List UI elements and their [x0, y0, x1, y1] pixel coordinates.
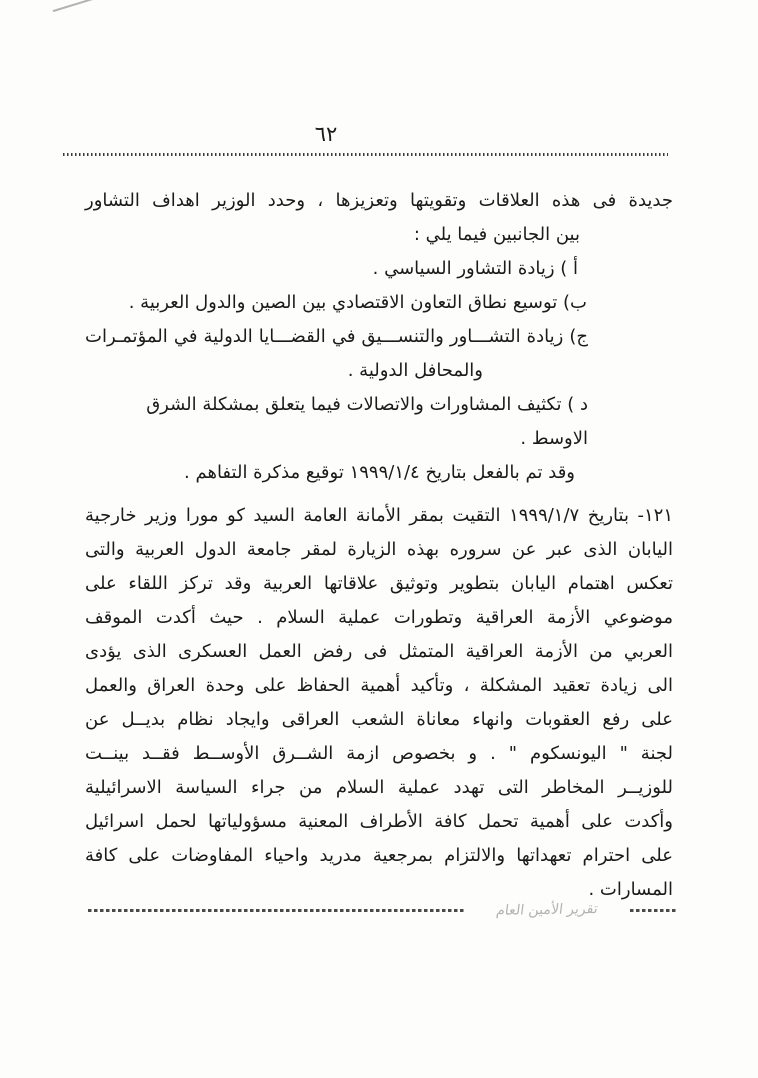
- scan-artifact: [53, 0, 94, 12]
- paragraph-121-line: لجنة " اليونسكوم " . و بخصوص ازمة الشــرق الأوســط فقــد بينــت: [85, 743, 673, 764]
- paragraph-121-line: الى زيادة تعقيد المشكلة ، وتأكيد أهمية الحفاظ على وحدة العراق والعمل: [85, 675, 673, 696]
- page-footer: [88, 901, 682, 919]
- paragraph-121-line: على احترام تعهداتها والالتزام بمرجعية مدريد واحياء المفاوضات على كافة: [85, 845, 673, 866]
- paragraph-121-line: للوزيــر المخاطر التى تهدد عملية السلام من جراء السياسة الاسرائيلية: [85, 777, 673, 798]
- footer-source-label: تقرير الأمين العام: [495, 901, 599, 919]
- document-body: [85, 184, 673, 907]
- text-line: وقد تم بالفعل بتاريخ ١٩٩٩/١/٤ توقيع مذكرة التفاهم .: [184, 462, 575, 483]
- paragraph-121-line: وأكدت على أهمية تحمل كافة الأطراف المعنية مسؤولياتها لحمل اسرائيل: [85, 811, 673, 832]
- list-item-c-continuation: والمحافل الدولية .: [347, 360, 483, 381]
- paragraph-121-line: العربي من الأزمة العراقية المتمثل فى رفض العمل العسكرى الذى يؤدى: [85, 641, 673, 662]
- paragraph-121-line: على رفع العقوبات وانهاء معاناة الشعب العراقى وايجاد نظام بديــل عن: [85, 709, 673, 730]
- paragraph-121-line: موضوعي الأزمة العراقية وتطورات عملية السلام . حيث أكدت الموقف: [85, 607, 673, 628]
- text-line: جديدة فى هذه العلاقات وتقويتها وتعزيزها ، وحدد الوزير اهداف التشاور: [85, 190, 673, 211]
- paragraph-121-line: ١٢١- بتاريخ ١٩٩٩/١/٧ التقيت بمقر الأمانة العامة السيد كو مورا وزير خارجية: [85, 505, 674, 526]
- paragraph-121-line: تعكس اهتمام اليابان بتطوير وتوثيق علاقاتها العربية وقد تركز اللقاء على: [85, 573, 673, 594]
- footer-dashes: [630, 909, 678, 912]
- paragraph-121-line: اليابان الذى عبر عن سروره بهذه الزيارة لمقر جامعة الدول العربية والتى: [85, 539, 673, 560]
- list-item-c: ج) زيادة التشـــاور والتنســـيق في القضـــايا الدولية في المؤتمـرات: [85, 326, 588, 347]
- footer-divider: [88, 909, 464, 912]
- header-divider: [63, 153, 668, 156]
- list-item-d: د ) تكثيف المشاورات والاتصالات فيما يتعلق بمشكلة الشرق الاوسط .: [146, 394, 588, 449]
- list-item-b: ب) توسيع نطاق التعاون الاقتصادي بين الصين والدول العربية .: [128, 292, 587, 313]
- text-line: بين الجانبين فيما يلي :: [413, 224, 580, 245]
- list-item-a: أ ) زيادة التشاور السياسي .: [372, 258, 578, 279]
- page-number: ٦٢: [314, 122, 338, 146]
- paragraph-121-last-line: المسارات .: [588, 879, 673, 900]
